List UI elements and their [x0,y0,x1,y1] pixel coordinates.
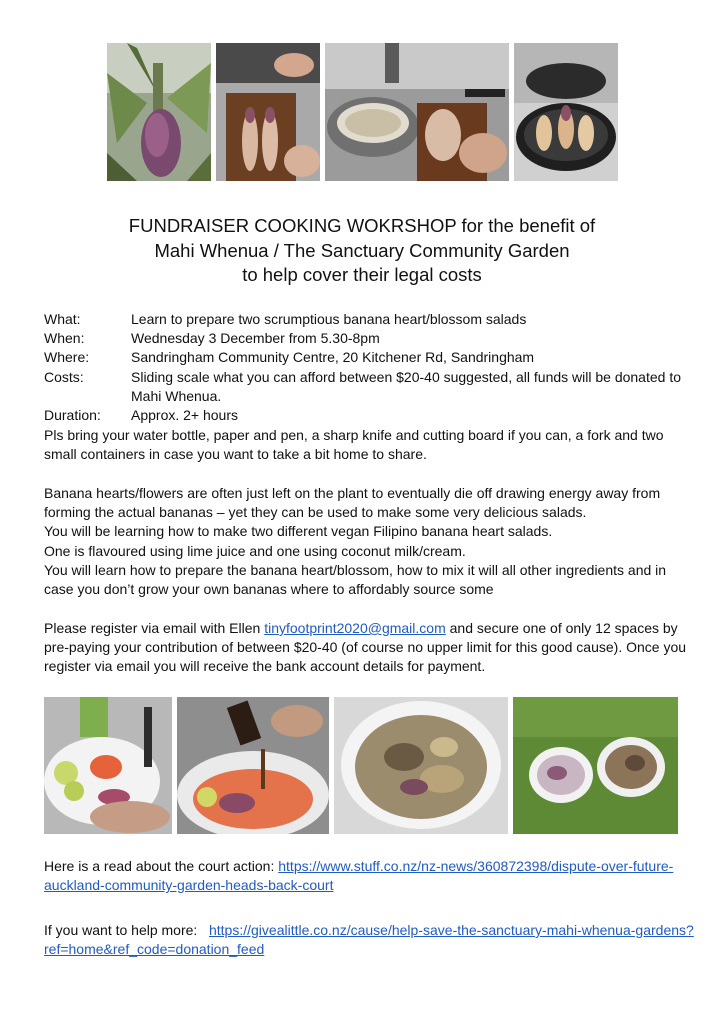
detail-row-duration [44,406,684,425]
detail-row-costs [44,368,684,406]
detail-value: Approx. 2+ hours [131,407,239,424]
detail-value: Learn to prepare two scrumptious banana heart/blossom salads [131,311,527,327]
detail-value: Sandringham Community Centre, 20 Kitchener Rd, Sandringham [131,349,535,366]
detail-label: Costs: [44,368,84,385]
photo-chopping-into-bowl [325,43,509,181]
detail-value: Sliding scale what you can afford between $20-40 suggested, all funds will be donated to Mahi Whenua. [131,368,681,404]
title-line-2: Mahi Whenua / The Sanctuary Community Garden [154,239,570,261]
email-link[interactable]: tinyfootprint2020@gmail.com [264,620,446,636]
bring-text: Pls bring your water bottle, paper and pen, a sharp knife and cutting board if you can, a fork and two small containers in case you want to take a bit home to share. [44,427,664,463]
about-line: You will learn how to prepare the banana heart/blossom, how to mix it will all other ingredients and in case you don’t grow your own bananas where to affordably source some [44,561,667,598]
photo-banana-blossom-on-plant [107,43,211,181]
court-article-link[interactable]: https://www.stuff.co.nz/nz-news/360872398/dispute-over-future-auckland-community-garden-heads-back-court [44,858,674,894]
detail-label: Duration: [44,407,101,424]
page-title [60,214,664,288]
about-line: Banana hearts/flowers are often just left on the plant to eventually die off drawing energy away from forming the actual bananas – yet they can be used to make some very delicious salads. [44,485,661,521]
photo-salads-on-grass [513,697,678,834]
event-details [44,310,684,425]
court-text: Here is a read about the court action: [44,858,279,874]
register-paragraph [44,619,694,677]
title-line-1: FUNDRAISER COOKING WOKRSHOP for the benefit of [128,215,596,236]
detail-row-where [44,348,684,367]
court-paragraph [44,857,694,895]
register-text-after: and secure one of only 12 spaces by pre-paying your contribution of between $20-40 (of course no upper limit for this good cause). Once you register via email you will receive the bank account details for payment. [44,620,687,675]
detail-row-when [44,329,684,348]
photo-pouring-into-salad [177,697,329,834]
about-line: You will be learning how to make two different vegan Filipino banana heart salads. [44,523,553,540]
photo-blossoms-in-pan [514,43,618,181]
donation-link[interactable]: https://givealittle.co.nz/cause/help-save-the-sanctuary-mahi-whenua-gardens?ref=home&ref_code=donation_feed [44,922,694,958]
about-line: One is flavoured using lime juice and one using coconut milk/cream. [44,542,466,559]
help-paragraph [44,921,694,959]
detail-label: Where: [44,349,90,366]
photo-chopped-tomato-lime [44,697,172,834]
detail-label: When: [44,330,85,347]
register-text-before: Please register via email with Ellen [44,620,265,636]
detail-value: Wednesday 3 December from 5.30-8pm [131,330,380,347]
detail-row-what [44,310,684,329]
detail-label: What: [44,311,81,327]
photo-mixed-salad-bowl [334,697,508,834]
about-paragraph [44,484,694,599]
bring-paragraph [44,426,694,464]
photo-blossoms-on-cutting-board [216,43,320,181]
title-line-3: to help cover their legal costs [242,264,482,285]
help-text: If you want to help more: [44,922,209,938]
